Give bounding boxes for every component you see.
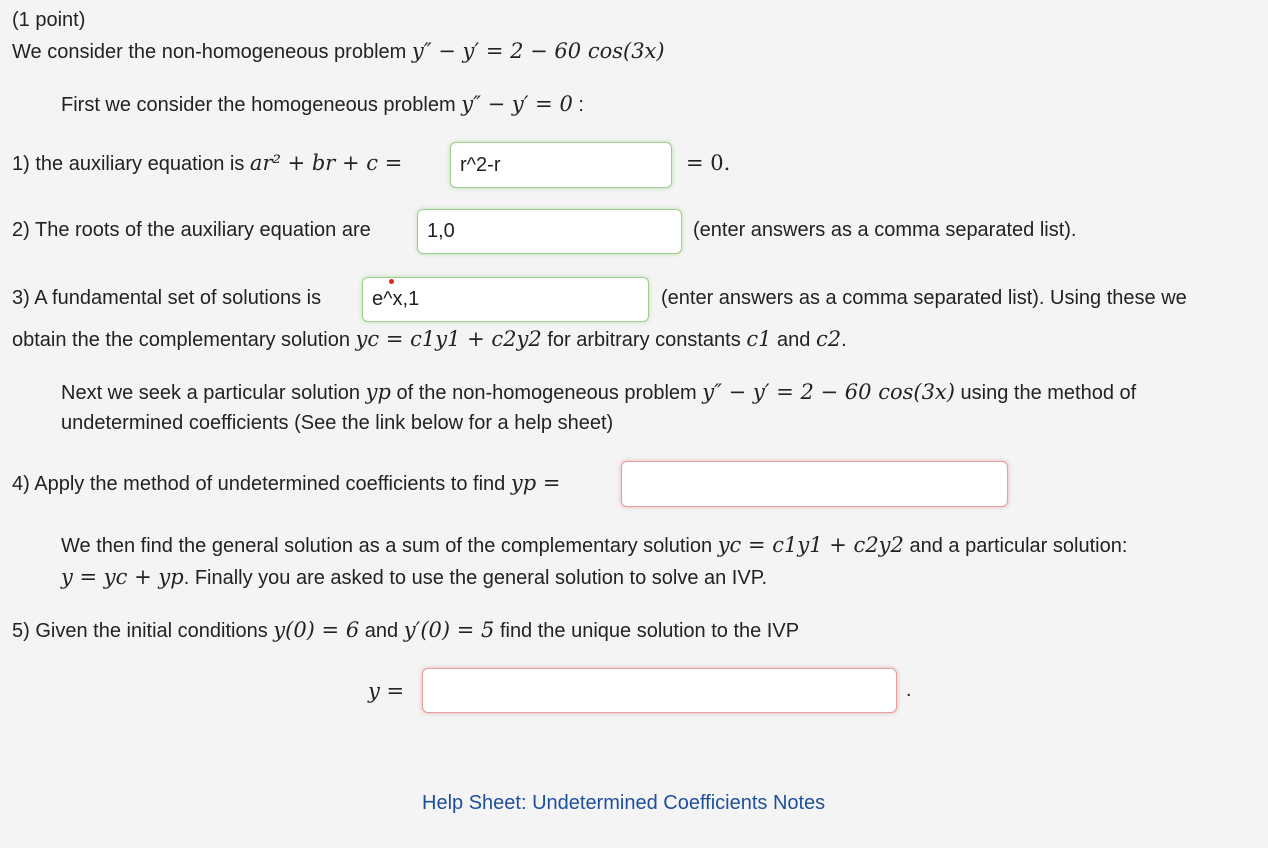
particular-line2: undetermined coefficients (See the link below for a help sheet): [61, 412, 614, 434]
q1-line: [12, 151, 402, 176]
general-text-b: and a particular solution:: [909, 535, 1128, 557]
general-solution-equation: y = yc + yp: [61, 565, 184, 589]
general-line2: [61, 565, 767, 590]
q5-and: and: [364, 620, 399, 642]
homogeneous-equation: y″ − y′ = 0: [461, 92, 573, 116]
fundamental-set-input[interactable]: [362, 277, 649, 322]
q3-line2-b: for arbitrary constants: [547, 329, 741, 351]
points-label: (1 point): [12, 9, 86, 31]
intro-text: We consider the non-homogeneous problem: [12, 41, 407, 63]
particular-solution-input[interactable]: [621, 461, 1008, 507]
help-sheet-link[interactable]: Help Sheet: Undetermined Coefficients Notes: [422, 792, 826, 814]
q3-line2: [12, 327, 847, 352]
initial-condition-2: y′(0) = 5: [403, 618, 495, 642]
q3-prefix: 3) A fundamental set of solutions is: [12, 287, 322, 309]
auxiliary-equation-input[interactable]: [450, 142, 672, 188]
cursor-marker: [389, 279, 394, 284]
particular-text-c: using the method of: [960, 382, 1137, 404]
q5-suffix: find the unique solution to the IVP: [499, 620, 800, 642]
q3-and: and: [777, 329, 811, 351]
q5-line: [12, 618, 799, 643]
q3-suffix: (enter answers as a comma separated list). Using these we: [661, 287, 1187, 309]
homogeneous-line: [61, 92, 584, 117]
q4-prefix: 4) Apply the method of undetermined coefficients to find: [12, 473, 506, 495]
constant-c1: c1: [746, 327, 772, 351]
q3-period: .: [841, 329, 847, 351]
q4-lhs: yp =: [510, 471, 561, 495]
q2-suffix: (enter answers as a comma separated list).: [693, 219, 1077, 241]
general-line1: [61, 533, 1127, 558]
constant-c2: c2: [815, 327, 842, 351]
q1-lhs: ar² + br + c =: [249, 151, 403, 175]
particular-equation: y″ − y′ = 2 − 60 cos(3x): [702, 380, 955, 404]
initial-condition-1: y(0) = 6: [273, 618, 360, 642]
general-text-c: . Finally you are asked to use the general solution to solve an IVP.: [183, 567, 768, 589]
intro-line: [12, 39, 665, 64]
q3-line2-a: obtain the the complementary solution: [12, 329, 350, 351]
q1-prefix: 1) the auxiliary equation is: [12, 153, 245, 175]
q5-period: .: [906, 679, 912, 701]
q1-suffix: = 0.: [686, 151, 731, 175]
particular-line1: [61, 380, 1136, 405]
particular-text-b: of the non-homogeneous problem: [396, 382, 697, 404]
ivp-solution-input[interactable]: [422, 668, 897, 713]
complementary-equation: yc = c1y1 + c2y2: [355, 327, 542, 351]
general-text-a: We then find the general solution as a sum of the complementary solution: [61, 535, 713, 557]
general-complementary-equation: yc = c1y1 + c2y2: [717, 533, 904, 557]
homogeneous-text: First we consider the homogeneous problem: [61, 94, 456, 116]
q4-line: [12, 471, 560, 496]
q5-lhs: y =: [368, 679, 405, 703]
particular-text-a: Next we seek a particular solution: [61, 382, 361, 404]
roots-input[interactable]: [417, 209, 682, 254]
q2-prefix: 2) The roots of the auxiliary equation are: [12, 219, 371, 241]
q5-prefix: 5) Given the initial conditions: [12, 620, 268, 642]
intro-equation: y″ − y′ = 2 − 60 cos(3x): [411, 39, 665, 63]
homogeneous-colon: :: [578, 94, 584, 116]
particular-yp: yp: [365, 380, 391, 404]
